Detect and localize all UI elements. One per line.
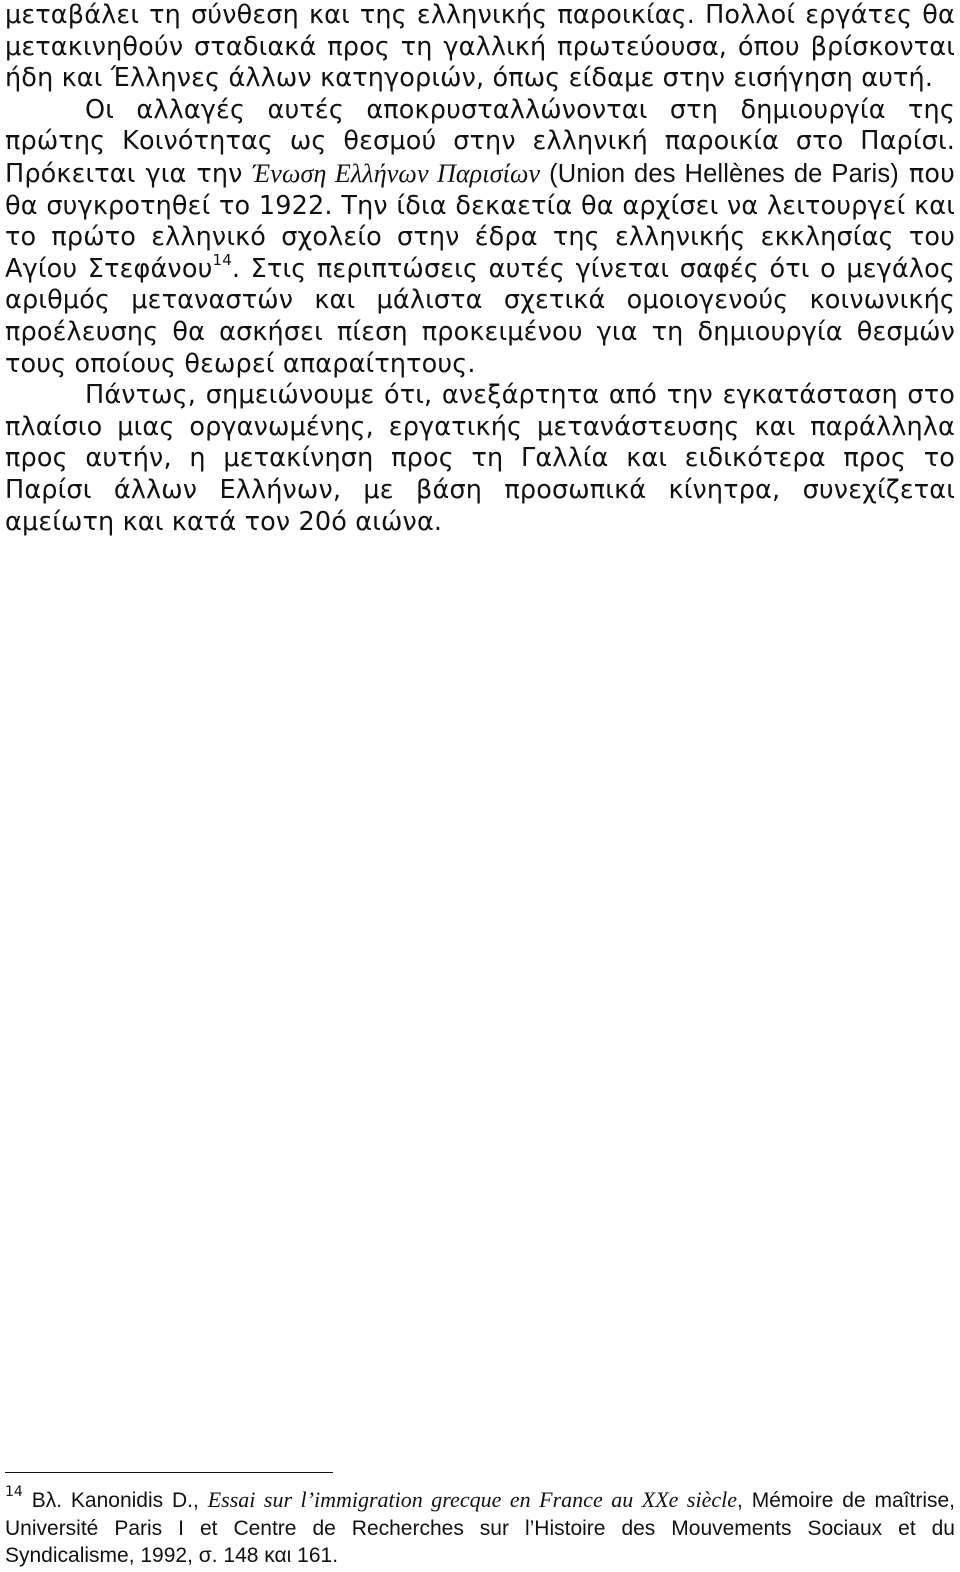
- footnote-number: 14: [5, 1484, 23, 1500]
- footnote-divider: [5, 1472, 333, 1473]
- paragraph-migration: [5, 380, 955, 538]
- main-text: [5, 0, 955, 538]
- footnote-reference[interactable]: 14: [212, 251, 232, 270]
- paragraph-text: Πάντως, σημειώνουμε ότι, ανεξάρτητα από την εγκατάσταση στο πλαίσιο μιας οργανωμένης, εργατικής μετανάστευσης και παράλληλα προς αυτήν, η μετακίνηση προς τη Γαλλία και ειδικότερα προς το Παρίσι άλλων Ελλήνων, με βάση προσωπικά κίνητρα, συνεχίζεται αμείωτη και κατά τον 20ό αιώνα.: [5, 380, 955, 537]
- association-french-name: (Union des Hellènes de Paris): [540, 159, 899, 188]
- association-name: Ένωση Ελλήνων Παρισίων: [252, 158, 541, 188]
- paragraph-text: . Στις περιπτώσεις αυτές γίνεται σαφές ότι ο μεγάλος αριθμός μεταναστών και μάλιστα σχετικά ομοιογενούς κοινωνικής προέλευσης θα ασκήσει πίεση προκειμένου για τη δημιουργία θεσμών τους οποίους θεωρεί απαραίτητους.: [5, 253, 955, 379]
- footnote-suffix: , Mémoire de maîtrise, Université Paris I et Centre de Recherches sur l’Histoire des Mouvements Sociaux et du Syndicalisme, 1992, σ. 148 και 161.: [5, 1489, 955, 1567]
- paragraph-text: Οι αλλαγές αυτές αποκρυσταλλώνονται στη δημιουργία της πρώτης Κοινότητας ως θεσμού στην ελληνική παροικία στο Παρίσι. Πρόκειται για την: [5, 94, 955, 189]
- document-page: [5, 0, 955, 538]
- paragraph-community: [5, 95, 955, 380]
- footnote-title: Essai sur l’immigration grecque en France au XXe siècle: [207, 1487, 738, 1512]
- paragraph-text: που θα συγκροτηθεί το 1922. Την ίδια δεκαετία θα αρχίσει να λειτουργεί και το πρώτο ελληνικό σχολείο στην έδρα της ελληνικής εκκλησίας του Αγίου Στεφάνου: [5, 158, 955, 284]
- paragraph-continued: [5, 0, 955, 95]
- footnote: [5, 1484, 955, 1570]
- footnote-prefix: Βλ. Kanonidis D.,: [22, 1489, 208, 1512]
- paragraph-text: μεταβάλει τη σύνθεση και της ελληνικής παροικίας. Πολλοί εργάτες θα μετακινηθούν σταδιακά προς τη γαλλική πρωτεύουσα, όπου βρίσκονται ήδη και Έλληνες άλλων κατηγοριών, όπως είδαμε στην εισήγηση αυτή.: [5, 0, 955, 94]
